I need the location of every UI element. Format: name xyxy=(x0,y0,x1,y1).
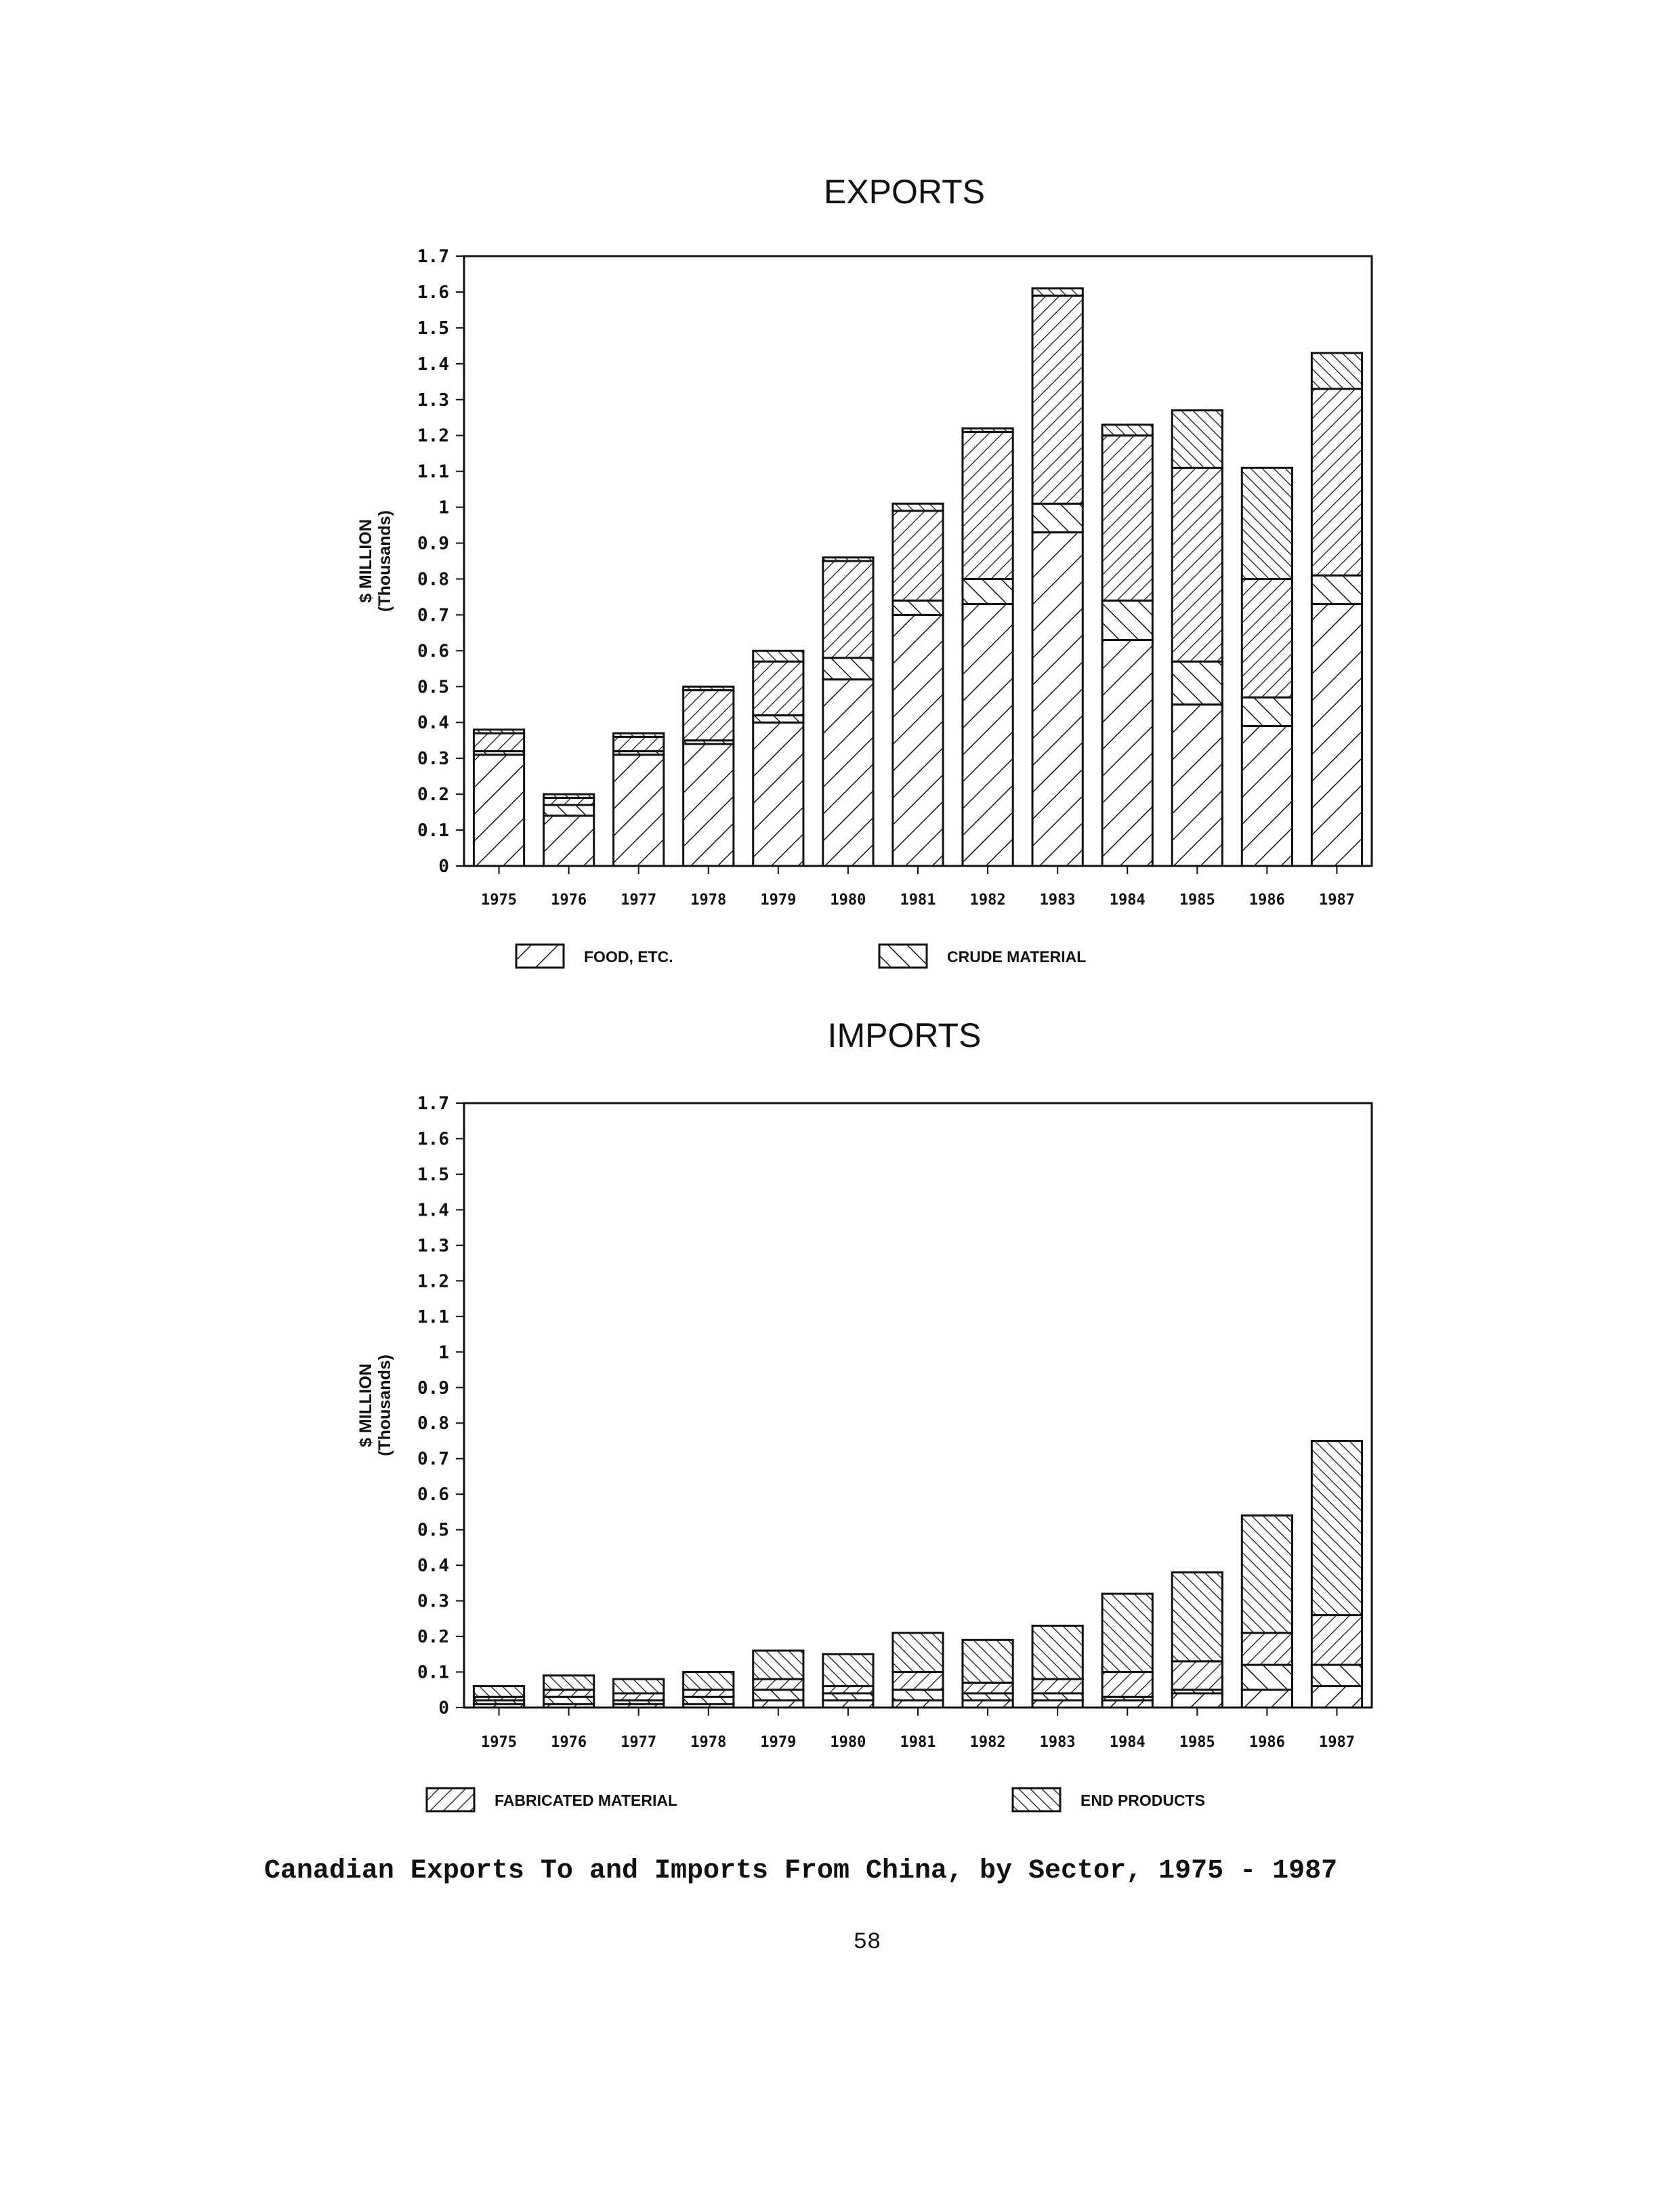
bar-segment xyxy=(684,744,734,866)
bar-segment xyxy=(1311,1665,1362,1686)
bar-segment xyxy=(1032,1679,1083,1693)
x-tick-label: 1985 xyxy=(1179,1734,1215,1751)
y-tick-label: 1 xyxy=(438,1342,449,1363)
bar-segment xyxy=(1032,295,1083,503)
bar-segment xyxy=(1242,726,1292,866)
bar-segment xyxy=(1172,705,1222,866)
y-tick-label: 0.1 xyxy=(417,1662,449,1683)
x-tick-label: 1983 xyxy=(1039,892,1076,909)
bar-segment xyxy=(1311,1615,1362,1665)
x-tick-label: 1982 xyxy=(969,1734,1006,1751)
y-tick-label: 0 xyxy=(438,856,449,877)
bar-segment xyxy=(893,1701,943,1708)
bar-segment xyxy=(963,1640,1013,1682)
bar-segment xyxy=(1311,1441,1362,1615)
y-tick-label: 0.4 xyxy=(417,713,449,734)
bar-segment xyxy=(823,1693,873,1700)
x-tick-label: 1976 xyxy=(551,892,587,909)
bar-segment xyxy=(684,1697,734,1703)
y-tick-label: 1.5 xyxy=(417,318,449,339)
x-tick-label: 1983 xyxy=(1039,1734,1076,1751)
y-tick-label: 0.3 xyxy=(417,749,449,770)
x-tick-label: 1987 xyxy=(1318,892,1355,909)
bar-segment xyxy=(1172,661,1222,705)
figure-caption: Canadian Exports To and Imports From China, by Sector, 1975 - 1987 xyxy=(264,1856,1338,1886)
bar-segment xyxy=(753,650,803,661)
x-tick-label: 1978 xyxy=(690,892,727,909)
bar-segment xyxy=(1172,411,1222,468)
legend-swatch xyxy=(427,1788,474,1811)
bar-segment xyxy=(963,428,1013,432)
legend-swatch xyxy=(1013,1788,1060,1811)
bar-segment xyxy=(1172,1573,1222,1661)
bar-segment xyxy=(614,755,664,866)
bar-segment xyxy=(753,1690,803,1701)
bar-segment xyxy=(1102,600,1152,640)
bar-segment xyxy=(1242,697,1292,726)
y-tick-label: 1.2 xyxy=(417,1271,449,1292)
bar-segment xyxy=(963,1693,1013,1700)
y-axis-sublabel: (Thousands) xyxy=(375,510,394,612)
x-tick-label: 1980 xyxy=(830,892,866,909)
y-tick-label: 0.4 xyxy=(417,1556,449,1577)
chart-title: EXPORTS xyxy=(823,173,986,211)
bar-segment xyxy=(1102,1594,1152,1672)
y-tick-label: 1.7 xyxy=(417,247,449,267)
bar-segment xyxy=(893,600,943,615)
legend-label: FABRICATED MATERIAL xyxy=(495,1792,678,1809)
x-tick-label: 1986 xyxy=(1248,1734,1285,1751)
bar-segment xyxy=(893,615,943,866)
legend-swatch xyxy=(879,945,927,968)
bar-segment xyxy=(1311,575,1362,604)
y-tick-label: 1.2 xyxy=(417,426,449,447)
bar-segment xyxy=(963,1701,1013,1708)
bar-segment xyxy=(1242,579,1292,697)
bar-segment xyxy=(684,1672,734,1690)
y-tick-label: 0.5 xyxy=(417,677,449,698)
x-tick-label: 1984 xyxy=(1109,892,1146,909)
y-tick-label: 0.2 xyxy=(417,785,449,806)
bar-segment xyxy=(1311,389,1362,575)
bar-segment xyxy=(544,805,594,816)
bar-segment xyxy=(614,737,664,751)
x-tick-label: 1981 xyxy=(900,1734,936,1751)
bar-segment xyxy=(474,755,524,866)
exports-chart xyxy=(356,173,1372,968)
bar-segment xyxy=(1032,533,1083,866)
bar-segment xyxy=(1032,1701,1083,1708)
y-tick-label: 1.6 xyxy=(417,282,449,303)
x-tick-label: 1985 xyxy=(1179,892,1215,909)
y-tick-label: 0.1 xyxy=(417,821,449,842)
bar-segment xyxy=(823,658,873,680)
bar-segment xyxy=(823,1701,873,1708)
x-tick-label: 1986 xyxy=(1248,892,1285,909)
bar-segment xyxy=(614,1679,664,1693)
y-tick-label: 0.7 xyxy=(417,1449,449,1470)
y-tick-label: 1.4 xyxy=(417,1200,449,1221)
bar-segment xyxy=(614,1693,664,1700)
x-tick-label: 1984 xyxy=(1109,1734,1146,1751)
bar-segment xyxy=(1311,353,1362,389)
bar-segment xyxy=(544,1697,594,1703)
bar-segment xyxy=(823,1654,873,1686)
y-axis-label: $ MILLION xyxy=(356,519,375,603)
legend-label: CRUDE MATERIAL xyxy=(947,948,1087,966)
x-tick-label: 1978 xyxy=(690,1734,727,1751)
bar-segment xyxy=(1311,1687,1362,1708)
bar-segment xyxy=(474,730,524,733)
bar-segment xyxy=(1102,640,1152,866)
bar-segment xyxy=(1172,1661,1222,1690)
y-tick-label: 1.6 xyxy=(417,1129,449,1150)
bar-segment xyxy=(753,722,803,866)
y-tick-label: 0.6 xyxy=(417,1485,449,1506)
bar-segment xyxy=(1172,468,1222,661)
legend-label: FOOD, ETC. xyxy=(584,948,673,966)
bar-segment xyxy=(753,1701,803,1708)
bar-segment xyxy=(544,794,594,798)
y-tick-label: 0.7 xyxy=(417,605,449,626)
bar-segment xyxy=(684,1690,734,1697)
y-tick-label: 0.9 xyxy=(417,1378,449,1399)
bar-segment xyxy=(963,604,1013,866)
bar-segment xyxy=(614,733,664,737)
bar-segment xyxy=(544,798,594,805)
bar-segment xyxy=(1032,503,1083,532)
bar-segment xyxy=(893,503,943,511)
bar-segment xyxy=(544,1676,594,1690)
y-tick-label: 0.5 xyxy=(417,1520,449,1541)
bar-segment xyxy=(1242,1690,1292,1708)
bar-segment xyxy=(893,511,943,600)
bar-segment xyxy=(1102,1701,1152,1708)
bar-segment xyxy=(823,680,873,866)
bar-segment xyxy=(1102,1672,1152,1697)
bar-segment xyxy=(474,733,524,751)
x-tick-label: 1977 xyxy=(621,892,657,909)
y-tick-label: 1.3 xyxy=(417,1235,449,1256)
x-tick-label: 1987 xyxy=(1318,1734,1355,1751)
y-tick-label: 0.2 xyxy=(417,1627,449,1648)
bar-segment xyxy=(963,1682,1013,1693)
bar-segment xyxy=(1242,1665,1292,1690)
bar-segment xyxy=(1102,425,1152,436)
bar-segment xyxy=(823,558,873,561)
bar-segment xyxy=(474,1687,524,1697)
imports-chart xyxy=(356,1016,1372,1811)
bar-segment xyxy=(1242,1516,1292,1633)
bar-segment xyxy=(684,686,734,690)
y-tick-label: 0 xyxy=(438,1698,449,1718)
y-tick-label: 1.4 xyxy=(417,354,449,375)
y-tick-label: 0.3 xyxy=(417,1591,449,1612)
bar-segment xyxy=(753,716,803,723)
y-tick-label: 0.6 xyxy=(417,641,449,662)
x-tick-label: 1982 xyxy=(969,892,1006,909)
bar-segment xyxy=(893,1690,943,1701)
x-tick-label: 1976 xyxy=(551,1734,587,1751)
y-tick-label: 1.1 xyxy=(417,461,449,482)
y-axis-sublabel: (Thousands) xyxy=(375,1355,394,1456)
chart-title: IMPORTS xyxy=(827,1016,982,1054)
y-tick-label: 1.1 xyxy=(417,1306,449,1327)
x-tick-label: 1979 xyxy=(760,1734,797,1751)
bar-segment xyxy=(684,690,734,741)
y-tick-label: 1.7 xyxy=(417,1094,449,1114)
bar-segment xyxy=(1242,468,1292,579)
bar-segment xyxy=(1032,289,1083,296)
bar-segment xyxy=(893,1672,943,1690)
bar-segment xyxy=(1311,604,1362,866)
bar-segment xyxy=(753,1679,803,1690)
bar-segment xyxy=(963,432,1013,579)
x-tick-label: 1979 xyxy=(760,892,797,909)
bar-segment xyxy=(823,561,873,658)
bar-segment xyxy=(1032,1626,1083,1679)
bar-segment xyxy=(1032,1693,1083,1700)
x-tick-label: 1975 xyxy=(481,892,518,909)
y-axis-label: $ MILLION xyxy=(356,1363,375,1447)
x-tick-label: 1975 xyxy=(481,1734,518,1751)
bar-segment xyxy=(893,1633,943,1672)
bar-segment xyxy=(823,1687,873,1693)
y-tick-label: 1.3 xyxy=(417,390,449,411)
bar-segment xyxy=(753,1651,803,1679)
y-tick-label: 1 xyxy=(438,497,449,518)
x-tick-label: 1977 xyxy=(621,1734,657,1751)
y-tick-label: 1.5 xyxy=(417,1164,449,1185)
bar-segment xyxy=(1172,1693,1222,1708)
bar-segment xyxy=(544,816,594,866)
legend-swatch xyxy=(516,945,564,968)
x-tick-label: 1980 xyxy=(830,1734,866,1751)
plot-frame xyxy=(464,1103,1372,1708)
bar-segment xyxy=(1102,436,1152,601)
page-number: 58 xyxy=(853,1930,881,1956)
bar-segment xyxy=(753,661,803,715)
bar-segment xyxy=(544,1690,594,1697)
x-tick-label: 1981 xyxy=(900,892,936,909)
y-tick-label: 0.9 xyxy=(417,533,449,554)
bar-segment xyxy=(1242,1633,1292,1665)
y-tick-label: 0.8 xyxy=(417,569,449,590)
legend-label: END PRODUCTS xyxy=(1080,1792,1206,1809)
y-tick-label: 0.8 xyxy=(417,1413,449,1434)
bar-segment xyxy=(963,579,1013,604)
